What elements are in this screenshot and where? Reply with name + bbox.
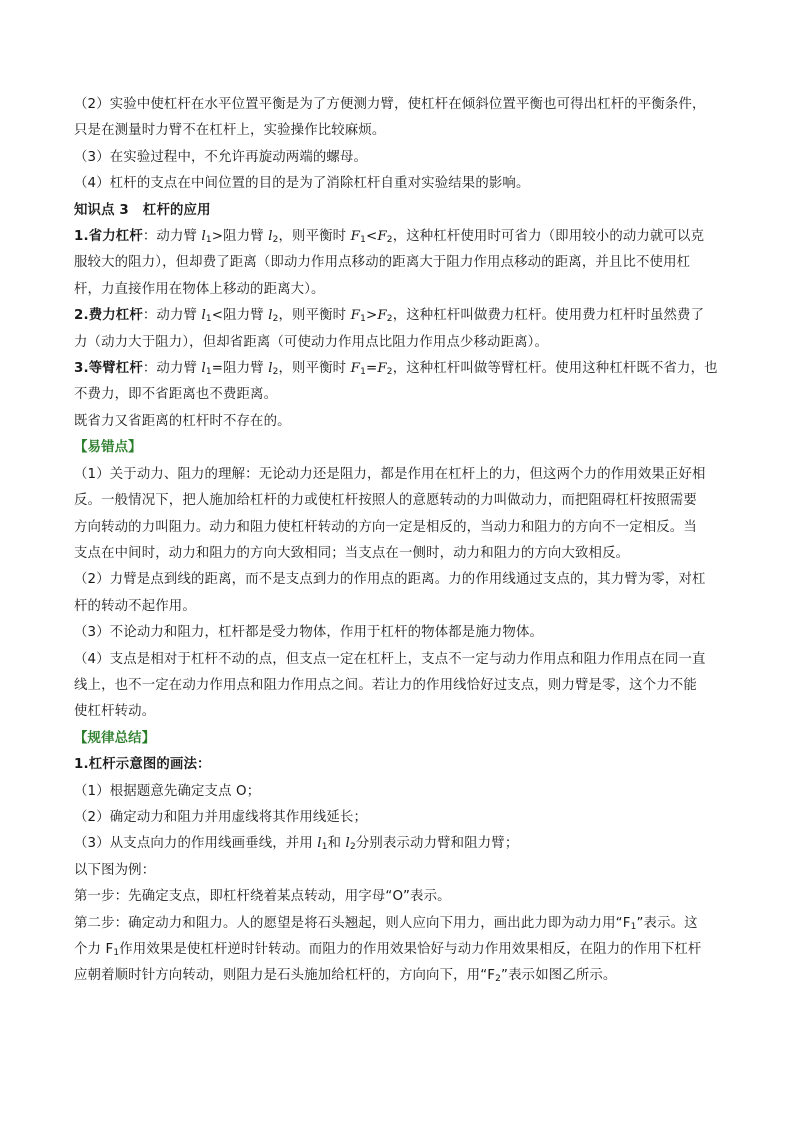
section-title: 杠杆的应用 xyxy=(142,202,211,218)
symbol: l xyxy=(268,308,273,324)
subheading-lever-diagram: 1.杠杆示意图的画法： xyxy=(74,757,211,773)
symbol: l xyxy=(345,836,350,852)
text-line: 方向转动的力叫阻力。动力和阻力使杠杆转动的方向一定是相反的，当动力和阻力的方向不一定相反。当 xyxy=(74,519,697,535)
text-line: （2）确定动力和阻力并用虚线将其作用线延长； xyxy=(74,809,368,825)
text-line: （3）在实验过程中，不允许再旋动两端的螺母。 xyxy=(74,149,368,165)
text-run: 应朝着顺时针方向转动，则阻力是石头施加给杠杆的，方向向下，用“F xyxy=(74,968,496,984)
text-run: = xyxy=(365,361,378,377)
text-line: 不费力，即不省距离也不费距离。 xyxy=(74,387,278,403)
subscript: 1 xyxy=(113,948,120,958)
heading-rule-summary: 【规律总结】 xyxy=(74,730,156,746)
subscript: 1 xyxy=(321,842,328,853)
subscript: 1 xyxy=(205,367,212,378)
text-line: 杆，力直接作用在物体上移动的距离大）。 xyxy=(74,281,325,297)
text-line xyxy=(74,963,722,989)
text-run: 个力 F xyxy=(74,942,114,957)
section-number: 知识点 3 xyxy=(74,202,129,218)
text-run: 和 xyxy=(327,836,346,852)
text-line: （2）实验中使杠杆在水平位置平衡是为了方便测力臂，使杠杆在倾斜位置平衡也可得出杠杆的平衡条件， xyxy=(74,97,706,112)
text-run: <阻力臂 xyxy=(211,308,269,324)
text-run: < xyxy=(365,229,378,245)
subscript: 2 xyxy=(386,235,393,246)
symbol: l xyxy=(268,229,273,245)
text-line-equal-arm-lever xyxy=(74,356,722,382)
subscript: 1 xyxy=(360,367,366,378)
subscript: 1 xyxy=(205,235,212,246)
text-run: ，这种杠杆使用时可省力（即用较小的动力就可以克 xyxy=(392,229,705,245)
text-run: ，则平衡时 xyxy=(278,229,351,245)
term-label: 1.省力杠杆 xyxy=(74,229,143,245)
subscript: 2 xyxy=(272,235,279,246)
subscript: 2 xyxy=(272,314,279,325)
text-run: ，则平衡时 xyxy=(278,308,351,324)
symbol: l xyxy=(201,361,206,377)
symbol: F xyxy=(350,361,361,377)
text-run: ，这种杠杆叫做等臂杠杆。使用这种杠杆既不省力，也 xyxy=(392,361,718,377)
subscript: 2 xyxy=(386,314,393,325)
text-run: （3）从支点向力的作用线画垂线，并用 xyxy=(74,836,318,852)
text-run: >阻力臂 xyxy=(211,229,269,245)
text-run: ”表示如图乙所示。 xyxy=(501,968,617,984)
symbol: F xyxy=(350,229,361,245)
text-run: > xyxy=(365,308,378,324)
text-line: 支点在中间时，动力和阻力的方向大致相同；当支点在一侧时，动力和阻力的方向大致相反。 xyxy=(74,545,630,561)
text-line: 力（动力大于阻力），但却省距离（可使动力作用点比阻力作用点少移动距离）。 xyxy=(74,334,549,350)
subscript: 2 xyxy=(272,367,279,378)
text-line: 既省力又省距离的杠杆时不存在的。 xyxy=(74,413,291,429)
subscript: 2 xyxy=(386,367,393,378)
text-line: 只是在测量时力臂不在杠杆上，实验操作比较麻烦。 xyxy=(74,123,386,139)
text-line: （4）杠杆的支点在中间位置的目的是为了消除杠杆自重对实验结果的影响。 xyxy=(74,176,530,192)
section-heading-knowledge-point-3 xyxy=(74,198,722,224)
heading-common-mistakes: 【易错点】 xyxy=(74,440,142,456)
symbol: F xyxy=(377,308,387,324)
symbol: l xyxy=(268,361,273,377)
text-run: ：动力臂 xyxy=(142,308,202,324)
text-run: ：动力臂 xyxy=(142,361,202,377)
text-line xyxy=(74,911,722,937)
symbol: F xyxy=(377,229,387,245)
text-line: 使杠杆转动。 xyxy=(74,704,156,720)
text-run: ”表示。这 xyxy=(636,915,698,931)
text-line: （1）根据题意先确定支点 O； xyxy=(74,783,261,799)
text-run: ，这种杠杆叫做费力杠杆。使用费力杠杆时虽然费了 xyxy=(392,308,705,324)
term-label: 3.等臂杠杆 xyxy=(74,361,143,377)
text-line: 杆的转动不起作用。 xyxy=(74,598,196,614)
symbol: F xyxy=(377,361,387,377)
text-line: （1）关于动力、阻力的理解：无论动力还是阻力，都是作用在杠杆上的力，但这两个力的作用效果正好相 xyxy=(74,466,706,482)
text-line: 服较大的阻力），但却费了距离（即动力作用点移动的距离大于阻力作用点移动的距离，并且比不使用杠 xyxy=(74,255,691,271)
text-run: 分别表示动力臂和阻力臂； xyxy=(355,836,519,852)
text-line: 线上，也不一定在动力作用点和阻力作用点之间。若让力的作用线恰好过支点，则力臂是零，这个力不能 xyxy=(74,677,697,693)
symbol: l xyxy=(317,836,322,852)
text-run: ，则平衡时 xyxy=(278,361,351,377)
text-run: =阻力臂 xyxy=(211,361,269,377)
subscript: 1 xyxy=(630,921,637,932)
term-label: 2.费力杠杆 xyxy=(74,308,143,324)
text-line: （4）支点是相对于杠杆不动的点，但支点一定在杠杆上，支点不一定与动力作用点和阻力作用点在同一直 xyxy=(74,651,706,667)
text-line: （3）不论动力和阻力，杠杆都是受力物体，作用于杠杆的物体都是施力物体。 xyxy=(74,625,544,641)
text-run: ：动力臂 xyxy=(142,229,202,245)
text-run: 第二步：确定动力和阻力。人的愿望是将石头翘起，则人应向下用力，画出此力即为动力用“F xyxy=(74,915,631,931)
text-line xyxy=(74,831,722,857)
symbol: l xyxy=(201,308,206,324)
symbol: F xyxy=(350,308,361,324)
text-line: 反。一般情况下，把人施加给杠杆的力或使杠杆按照人的意愿转动的力叫做动力，而把阻碍杠杆按照需要 xyxy=(74,493,697,509)
text-run: 作用效果是使杠杆逆时针转动。而阻力的作用效果恰好与动力作用效果相反，在阻力的作用下杠杆 xyxy=(119,942,702,957)
subscript: 1 xyxy=(360,314,366,325)
text-line: 以下图为例： xyxy=(74,862,156,878)
symbol: l xyxy=(201,229,206,245)
subscript: 1 xyxy=(360,235,366,246)
text-line-labor-saving-lever xyxy=(74,224,722,250)
text-line-labor-costing-lever xyxy=(74,303,722,329)
text-line xyxy=(74,937,722,963)
subscript: 1 xyxy=(205,314,212,325)
subscript: 2 xyxy=(349,842,356,853)
text-line: （2）力臂是点到线的距离，而不是支点到力的作用点的距离。力的作用线通过支点的，其力臂为零，对杠 xyxy=(74,572,706,588)
text-line: 第一步：先确定支点，即杠杆绕着某点转动，用字母“O”表示。 xyxy=(74,889,451,905)
subscript: 2 xyxy=(495,974,502,985)
